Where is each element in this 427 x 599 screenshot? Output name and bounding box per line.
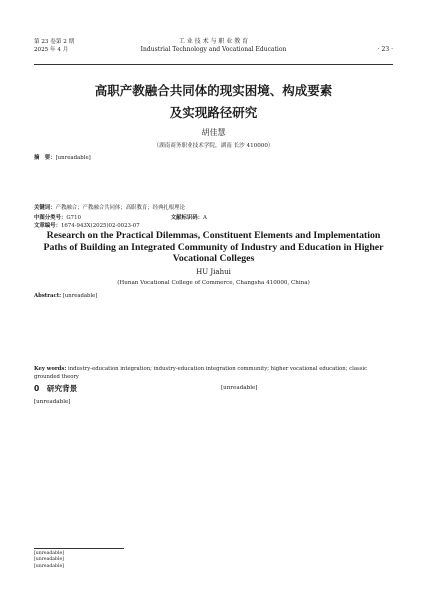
keywords-en-text: industry-education integration; industry-education integration community; higher vocational education; classic grounded theory: [34, 366, 368, 380]
footnote-divider: [34, 548, 124, 549]
classification-row: [34, 214, 393, 230]
journal-name-en: Industrial Technology and Vocational Education: [140, 46, 287, 53]
keywords-cn-label: 关键词：: [34, 205, 56, 211]
document-code: 文献标识码：A: [170, 215, 207, 221]
affiliation-cn: （湖南商务职业技术学院，湖南 长沙 410000）: [153, 143, 274, 149]
footnote-fund: [unreadable]: [34, 557, 64, 563]
issue-date: 2025 年 4 月: [34, 47, 69, 53]
title-cn-line1: 高职产教融合共同体的现实困境、构成要素: [94, 83, 333, 98]
abstract-cn-label: 摘 要：: [34, 155, 56, 161]
abstract-cn-text: [unreadable]: [55, 155, 91, 161]
author-cn: 胡佳慧: [201, 128, 226, 137]
keywords-en-label: Key words:: [34, 366, 67, 372]
footnote-received: [unreadable]: [34, 551, 64, 556]
issue-line: 第 23 卷第 2 期: [34, 39, 75, 45]
keywords-cn-text: 产教融合；产教融合共同体；高职教育；经典扎根理论: [55, 205, 185, 211]
author-en: HU Jiahui: [196, 268, 231, 276]
journal-name-cn: 工 业 技 术 与 职 业 教 育: [178, 38, 249, 45]
affiliation-en: (Hunan Vocational College of Commerce, Changsha 410000, China): [117, 280, 310, 286]
title-cn-line2: 及实现路径研究: [169, 105, 258, 120]
body-column-left: [unreadable]: [34, 399, 71, 405]
article-number: 文章编号：1674-943X(2025)02-0023-07: [34, 223, 140, 229]
section-heading: 0 研究背景: [34, 384, 78, 393]
keywords-cn: [34, 204, 393, 212]
abstract-en-text: [unreadable]: [62, 293, 98, 299]
page-number: · 23 ·: [377, 46, 393, 53]
article-title-en: Research on the Practical Dilemmas, Constituent Elements and Implementation Paths of Building an Integrated Community of Industry and Education in Higher Vocational Colleges: [43, 230, 384, 264]
abstract-en-label: Abstract:: [34, 293, 62, 299]
footnote-author: [unreadable]: [34, 563, 64, 569]
article-title-cn: [34, 80, 393, 124]
journal-name: [34, 38, 393, 54]
abstract-en: [34, 292, 393, 300]
clc-number: 中图分类号：G710: [34, 215, 81, 221]
abstract-cn: [34, 154, 393, 162]
body-column-right: [unreadable]: [221, 385, 258, 391]
running-header: [34, 38, 393, 65]
footnotes: [34, 551, 393, 570]
keywords-en: [34, 365, 393, 381]
